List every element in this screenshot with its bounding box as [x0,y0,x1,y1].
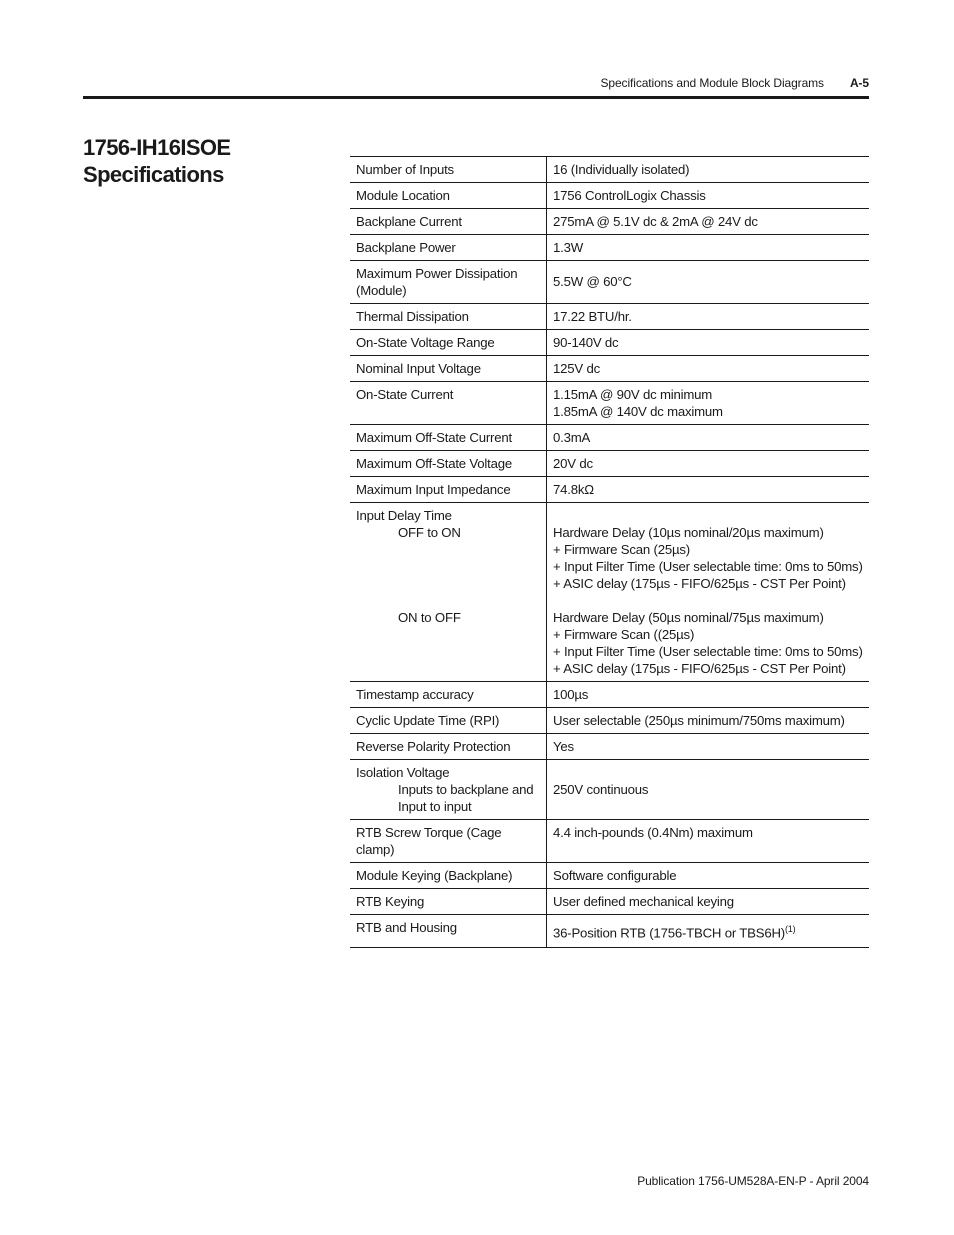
table-row [350,682,869,708]
spec-label-cell [350,235,547,261]
heading-line-2: Specifications [83,162,224,187]
spec-label: Module Location [356,188,450,203]
spec-label-cell [350,356,547,382]
table-row [350,820,869,863]
spec-value-cell [547,304,870,330]
spec-label: Backplane Power [356,240,456,255]
spec-value: + Firmware Scan (25µs) [553,542,690,557]
spec-value-cell [547,451,870,477]
spec-value: 20V dc [553,456,593,471]
table-row [350,451,869,477]
spec-label: RTB Screw Torque (Cage [356,825,502,840]
spec-label: On-State Current [356,387,454,402]
table-row [350,209,869,235]
spec-value-line [553,921,863,941]
spec-value-cell [547,356,870,382]
publication-footer: Publication 1756-UM528A-EN-P - April 2004 [637,1174,869,1188]
table-row-isolation [350,760,869,820]
spec-value-cell [547,183,870,209]
spec-value: 16 (Individually isolated) [553,162,690,177]
spec-label: clamp) [356,842,395,857]
table-row [350,425,869,451]
spec-label-cell [350,820,547,863]
spec-label: Maximum Off-State Current [356,430,512,445]
spec-label-cell [350,425,547,451]
spec-label-cell [350,183,547,209]
table-row [350,304,869,330]
spec-value-cell [547,708,870,734]
spec-value-cell [547,820,870,863]
spec-label-cell [350,330,547,356]
spec-value-cell [547,209,870,235]
spec-label: Isolation Voltage [356,765,450,780]
spec-label: Maximum Power Dissipation [356,266,518,281]
spec-label-cell [350,708,547,734]
table-row-rtb-housing [350,915,869,948]
spec-value-cell [547,682,870,708]
spec-value: Hardware Delay (10µs nominal/20µs maximum) [553,525,824,540]
footnote-marker: (1) [784,924,796,934]
header-section-title: Specifications and Module Block Diagrams [600,76,824,90]
spec-label-cell [350,889,547,915]
table-row [350,889,869,915]
spec-value-cell [547,915,870,948]
spec-value-cell [547,477,870,503]
spec-label: Module Keying (Backplane) [356,868,513,883]
header-rule [83,96,869,99]
specifications-table [350,156,869,948]
spec-value: 250V continuous [553,782,649,797]
table-row [350,261,869,304]
spec-label-cell [350,760,547,820]
spec-value: User selectable (250µs minimum/750ms maximum) [553,713,845,728]
spec-label: Input Delay Time [356,508,452,523]
spec-label: Cyclic Update Time (RPI) [356,713,500,728]
spec-value-cell [547,261,870,304]
table-row [350,330,869,356]
heading-line-1: 1756-IH16ISOE [83,135,231,160]
spec-label-cell [350,477,547,503]
running-header [83,74,869,92]
table-row [350,235,869,261]
spacer [356,558,540,575]
spec-value: 1.85mA @ 140V dc maximum [553,404,723,419]
spec-value: 275mA @ 5.1V dc & 2mA @ 24V dc [553,214,758,229]
spec-label: Maximum Input Impedance [356,482,511,497]
spec-label-cell [350,503,547,682]
spec-label: Timestamp accuracy [356,687,474,702]
spec-value: Yes [553,739,574,754]
spec-value: 17.22 BTU/hr. [553,309,632,324]
spec-label: On-State Voltage Range [356,335,495,350]
spec-label: Nominal Input Voltage [356,361,481,376]
spec-label: RTB and Housing [356,920,457,935]
spec-value: Software configurable [553,868,677,883]
spec-sublabel: Input to input [398,799,472,814]
spec-value: 74.8kΩ [553,482,594,497]
spec-value-cell [547,330,870,356]
section-heading [83,134,323,188]
spec-label-cell [350,734,547,760]
spec-label-cell [350,157,547,183]
spec-label-cell [350,209,547,235]
spec-value-cell [547,235,870,261]
spec-value: + ASIC delay (175µs - FIFO/625µs - CST Per Point) [553,576,846,591]
spec-label-cell [350,261,547,304]
spec-label: Number of Inputs [356,162,454,177]
spacer [356,575,540,592]
spacer [553,592,863,609]
table-row [350,382,869,425]
spec-label: RTB Keying [356,894,425,909]
spec-value-cell [547,503,870,682]
spec-label: Reverse Polarity Protection [356,739,511,754]
spec-value: 1756 ControlLogix Chassis [553,188,706,203]
spec-label: Maximum Off-State Voltage [356,456,513,471]
spec-value: 4.4 inch-pounds (0.4Nm) maximum [553,825,753,840]
spec-value-cell [547,863,870,889]
spacer [356,541,540,558]
table-row [350,708,869,734]
spec-value-cell [547,889,870,915]
spacer [356,592,540,609]
spec-label-cell [350,451,547,477]
table-row [350,477,869,503]
spec-value: 125V dc [553,361,600,376]
spec-label-cell [350,682,547,708]
spec-label-cell [350,915,547,948]
spec-value: 1.15mA @ 90V dc minimum [553,387,713,402]
spec-value: 100µs [553,687,589,702]
table-row [350,183,869,209]
spec-value-cell [547,760,870,820]
spec-value: User defined mechanical keying [553,894,734,909]
spec-value: + Input Filter Time (User selectable time: 0ms to 50ms) [553,644,863,659]
spec-value-cell [547,382,870,425]
spec-value: 36-Position RTB (1756-TBCH or TBS6H) [553,925,785,941]
spec-value: 90-140V dc [553,335,619,350]
spec-sublabel-on-to-off: ON to OFF [398,610,461,625]
spec-value-cell [547,157,870,183]
spec-label: Thermal Dissipation [356,309,469,324]
spec-value: 5.5W @ 60°C [553,274,632,289]
spec-label-cell [350,382,547,425]
spec-value-cell [547,734,870,760]
table-row [350,734,869,760]
spec-value: 0.3mA [553,430,591,445]
table-row-input-delay [350,503,869,682]
spec-value: Hardware Delay (50µs nominal/75µs maximum) [553,610,824,625]
spec-sublabel: Inputs to backplane and [398,782,534,797]
spacer [553,507,863,524]
spec-label-cell [350,863,547,889]
spec-label: Backplane Current [356,214,462,229]
spec-value: + ASIC delay (175µs - FIFO/625µs - CST Per Point) [553,661,846,676]
table-row [350,157,869,183]
table-row [350,863,869,889]
spec-sublabel-off-to-on: OFF to ON [398,525,461,540]
spec-value: + Input Filter Time (User selectable time: 0ms to 50ms) [553,559,863,574]
spec-value-cell [547,425,870,451]
spec-label-cell [350,304,547,330]
spec-value: 1.3W [553,240,583,255]
table-row [350,356,869,382]
spec-label: (Module) [356,283,407,298]
spec-value: + Firmware Scan ((25µs) [553,627,695,642]
page-number: A-5 [849,76,869,90]
